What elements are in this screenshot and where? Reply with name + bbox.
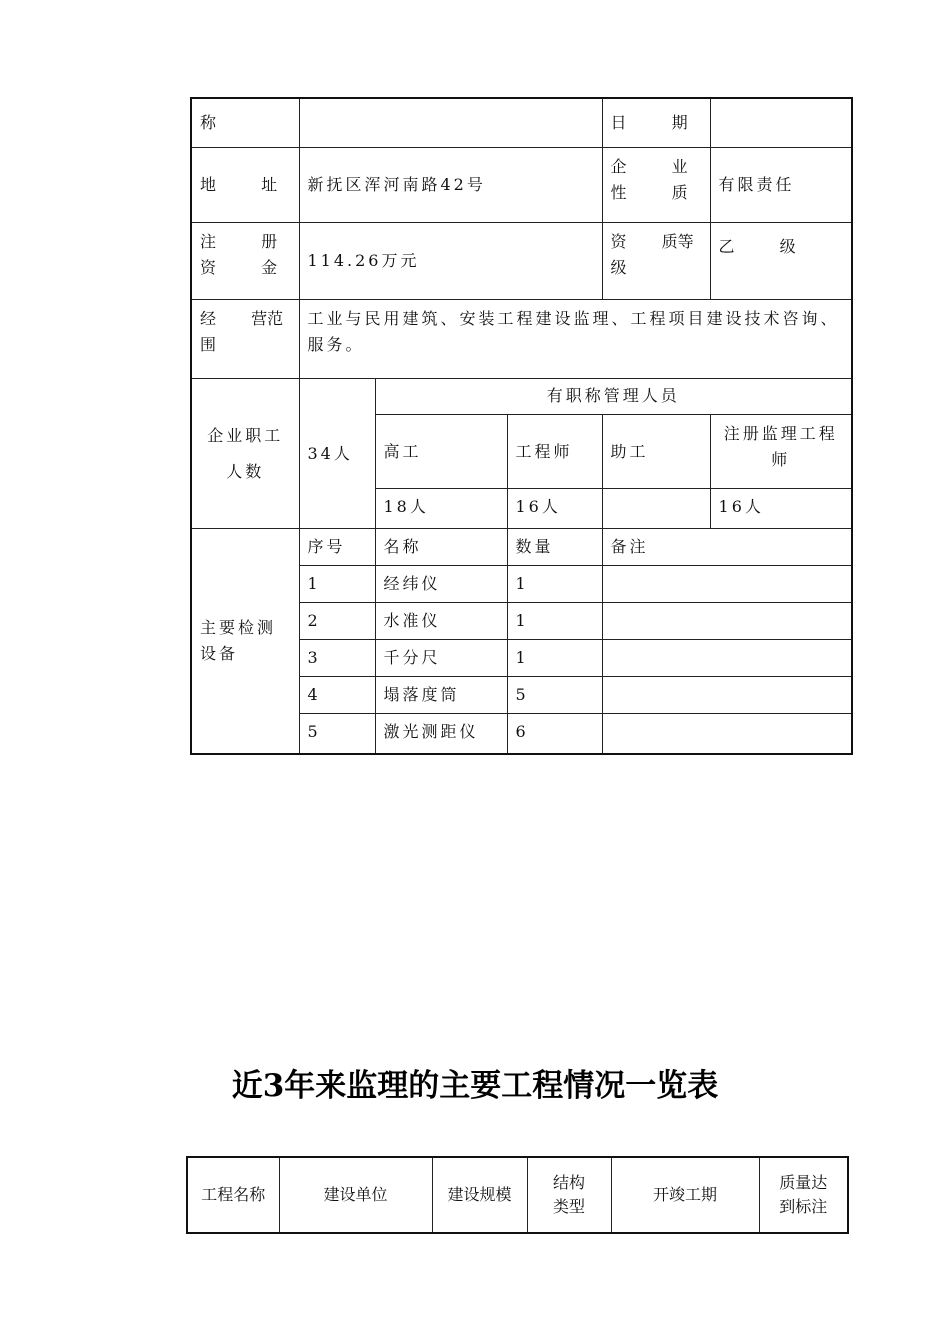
equip-no: 3: [299, 640, 375, 677]
equip-qty: 6: [507, 714, 602, 754]
equip-no: 1: [299, 566, 375, 603]
titled-col-assistant: 助工: [602, 415, 710, 489]
equip-name: 经纬仪: [375, 566, 507, 603]
equip-header-qty: 数量: [507, 529, 602, 566]
equip-no: 4: [299, 677, 375, 714]
equip-name: 塌落度筒: [375, 677, 507, 714]
table-header-row: [187, 1157, 848, 1233]
col-scale: 建设规模: [432, 1157, 527, 1233]
date-label: 日 期: [602, 98, 710, 148]
titled-col-engineer: 工程师: [507, 415, 602, 489]
equip-note: [602, 566, 852, 603]
nature-value: 有限责任: [710, 148, 852, 223]
col-project-name: 工程名称: [187, 1157, 279, 1233]
company-name-label: 称: [191, 98, 299, 148]
staff-label: 企业职工人数: [191, 379, 299, 529]
equip-name: 激光测距仪: [375, 714, 507, 754]
equip-header-name: 名称: [375, 529, 507, 566]
capital-label-line-1: 注 册: [200, 232, 278, 251]
nature-label-line-2: 性 质: [610, 183, 688, 202]
equip-no: 2: [299, 603, 375, 640]
col-quality: 质量达到标注: [759, 1157, 848, 1233]
nature-label-line-1: 企 业: [610, 157, 688, 176]
titled-col-registered: 注册监理工程师: [710, 415, 852, 489]
equipment-label: 主要检测设备: [191, 529, 299, 754]
equip-header-no: 序号: [299, 529, 375, 566]
scope-value: 工业与民用建筑、安装工程建设监理、工程项目建设技术咨询、服务。: [299, 300, 852, 379]
equip-qty: 1: [507, 640, 602, 677]
equip-no: 5: [299, 714, 375, 754]
capital-value: 114.26万元: [299, 223, 602, 300]
titled-val-assistant: [602, 489, 710, 529]
company-info-table: [190, 97, 853, 755]
qualification-value: 乙 级: [710, 223, 852, 300]
staff-total: 34人: [299, 379, 375, 529]
equip-name: 千分尺: [375, 640, 507, 677]
equip-note: [602, 714, 852, 754]
titled-val-engineer: 16人: [507, 489, 602, 529]
address-label: 地 址: [191, 148, 299, 223]
titled-val-registered: 16人: [710, 489, 852, 529]
nature-label: [602, 148, 710, 223]
titled-staff-header: 有职称管理人员: [375, 379, 852, 415]
equip-qty: 1: [507, 603, 602, 640]
col-period: 开竣工期: [611, 1157, 759, 1233]
scope-label: 经 营范围: [191, 300, 299, 379]
address-value: 新抚区浑河南路42号: [299, 148, 602, 223]
equip-name: 水准仪: [375, 603, 507, 640]
titled-col-senior: 高工: [375, 415, 507, 489]
titled-val-senior: 18人: [375, 489, 507, 529]
company-name-value: [299, 98, 602, 148]
equip-qty: 5: [507, 677, 602, 714]
equip-note: [602, 677, 852, 714]
capital-label-line-2: 资 金: [200, 258, 278, 277]
equip-qty: 1: [507, 566, 602, 603]
equip-note: [602, 603, 852, 640]
date-value: [710, 98, 852, 148]
projects-title: 近3年来监理的主要工程情况一览表: [231, 1068, 719, 1104]
equip-header-note: 备注: [602, 529, 852, 566]
col-structure: 结构类型: [527, 1157, 611, 1233]
qualification-label: 资 质等级: [602, 223, 710, 300]
capital-label: [191, 223, 299, 300]
equip-note: [602, 640, 852, 677]
projects-table: [186, 1156, 849, 1234]
col-builder: 建设单位: [279, 1157, 432, 1233]
